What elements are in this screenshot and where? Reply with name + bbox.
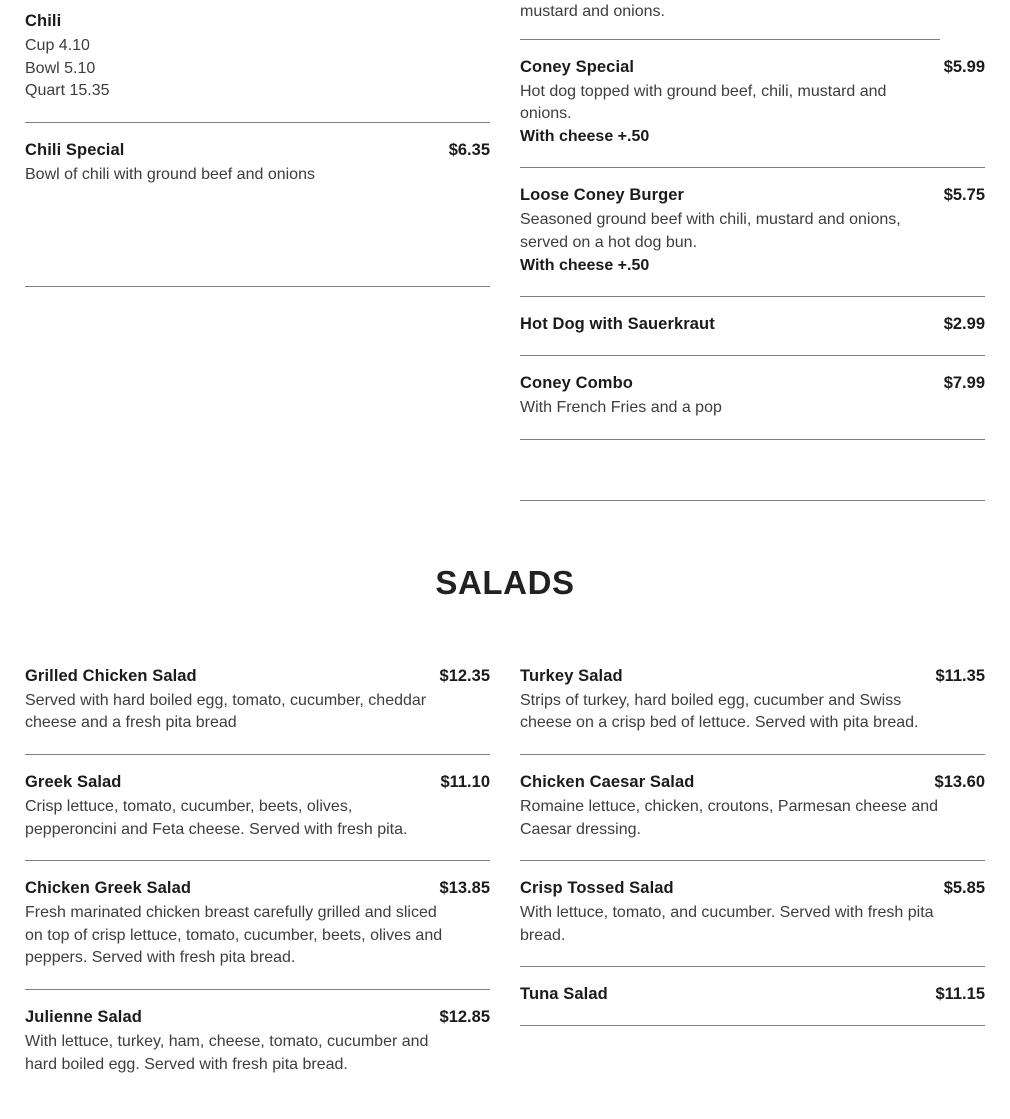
menu-item-note: With cheese +.50: [520, 127, 650, 145]
menu-item-description: With French Fries and a pop: [520, 399, 722, 417]
menu-item-grilled-chicken-salad: [25, 649, 490, 755]
menu-item-price: $5.75: [943, 186, 985, 205]
menu-item-description: With lettuce, turkey, ham, cheese, tomato, cucumber and hard boiled egg. Served with fresh pita bread.: [25, 1032, 429, 1073]
menu-item-header: [25, 665, 490, 688]
menu-item-description: Romaine lettuce, chicken, croutons, Parmesan cheese and Caesar dressing.: [520, 797, 939, 838]
menu-item-description: Bowl of chili with ground beef and onions: [25, 165, 315, 183]
menu-item-price: $12.85: [439, 1007, 490, 1026]
menu-item-header: [520, 184, 985, 207]
menu-item-name: Chili: [25, 12, 62, 30]
menu-item-description: Served with hard boiled egg, tomato, cucumber, cheddar cheese and a fresh pita bread: [25, 691, 427, 732]
menu-item-description: Crisp lettuce, tomato, cucumber, beets, olives, pepperoncini and Feta cheese. Served with fresh pita.: [25, 797, 408, 838]
menu-item-chicken-greek-salad: [25, 861, 490, 990]
menu-item-chili: [25, 0, 490, 123]
menu-item-price: $2.99: [943, 315, 985, 334]
menu-item-price: $7.99: [943, 374, 985, 393]
top-left-column: [25, 0, 490, 287]
menu-item-description: Seasoned ground beef with chili, mustard and onions, served on a hot dog bun.: [520, 211, 901, 251]
menu-item-description: Fresh marinated chicken breast carefully grilled and sliced on top of crisp lettuce, tomato, cucumber, beets, olives and peppers. Served with fresh pita bread.: [25, 904, 443, 967]
menu-item-header: [520, 372, 985, 395]
menu-item-greek-salad: [25, 755, 490, 861]
menu-item-header: [25, 1006, 490, 1029]
menu-item-price: $11.15: [935, 985, 985, 1004]
menu-item-header: [520, 771, 985, 794]
menu-item-header: [25, 877, 490, 900]
top-right-column: [520, 0, 985, 501]
menu-item-coney-combo: [520, 356, 985, 440]
menu-item-hot-dog-with-sauerkraut: [520, 297, 985, 356]
menu-item-header: [520, 313, 985, 336]
menu-item-header: [520, 877, 985, 900]
menu-item-name: Chicken Caesar Salad: [520, 772, 695, 791]
menu-item-name: Julienne Salad: [25, 1007, 142, 1026]
menu-item-price: $13.85: [439, 879, 490, 898]
menu-item-name: Grilled Chicken Salad: [25, 666, 197, 685]
menu-item-name: Tuna Salad: [520, 985, 608, 1004]
menu-item-name: Greek Salad: [25, 772, 122, 791]
menu-item-julienne-salad: [25, 990, 490, 1095]
menu-item-name: Coney Combo: [520, 374, 633, 393]
divider: [25, 205, 490, 287]
menu-item-name: Chicken Greek Salad: [25, 879, 192, 898]
section-heading-salads: SALADS: [435, 563, 575, 601]
menu-item-name: Hot Dog with Sauerkraut: [520, 315, 715, 334]
menu-item-price: $12.35: [439, 666, 490, 685]
menu-item-header: [25, 771, 490, 794]
menu-item-header: [25, 139, 490, 162]
option-line: Quart 15.35: [25, 82, 110, 100]
salads-left-column: [25, 649, 490, 1095]
menu-item-crisp-tossed-salad: [520, 861, 985, 967]
menu-item-turkey-salad: [520, 649, 985, 755]
menu-item-header: [520, 983, 985, 1006]
menu-item-description: With lettuce, tomato, and cucumber. Served with fresh pita bread.: [520, 904, 934, 944]
menu-item-loose-coney-burger: [520, 168, 985, 297]
menu-item-note: With cheese +.50: [520, 256, 650, 274]
menu-item-name: Turkey Salad: [520, 666, 623, 685]
salads-menu-section: [25, 649, 985, 1095]
menu-item-price: $13.60: [934, 772, 985, 791]
menu-item-header: [520, 665, 985, 688]
menu-item-price: $11.10: [440, 772, 490, 791]
menu-item-price: $5.99: [943, 57, 985, 76]
menu-item-name: Loose Coney Burger: [520, 186, 685, 205]
top-menu-section: [25, 0, 985, 501]
menu-item-name: Coney Special: [520, 57, 635, 76]
menu-item-tuna-salad: [520, 967, 985, 1026]
menu-item-options: [25, 35, 490, 103]
menu-item-description: Strips of turkey, hard boiled egg, cucumber and Swiss cheese on a crisp bed of lettuce. Served with pita bread.: [520, 691, 919, 732]
menu-item-chili-special: [25, 123, 490, 206]
menu-item-name: Chili Special: [25, 140, 125, 159]
partial-description-line: mustard and onions.: [520, 0, 940, 40]
option-line: Cup 4.10: [25, 37, 90, 54]
menu-item-name: Crisp Tossed Salad: [520, 879, 674, 898]
option-line: Bowl 5.10: [25, 59, 96, 77]
salads-right-column: [520, 649, 985, 1027]
menu-item-price: $6.35: [448, 140, 490, 159]
divider: [520, 440, 985, 501]
menu-item-price: $11.35: [935, 666, 985, 685]
menu-item-price: $5.85: [943, 879, 985, 898]
menu-item-header: [25, 10, 490, 33]
menu-item-coney-special: [520, 40, 985, 169]
menu-item-header: [520, 56, 985, 79]
menu-item-description: Hot dog topped with ground beef, chili, mustard and onions.: [520, 82, 887, 123]
menu-item-chicken-caesar-salad: [520, 755, 985, 861]
